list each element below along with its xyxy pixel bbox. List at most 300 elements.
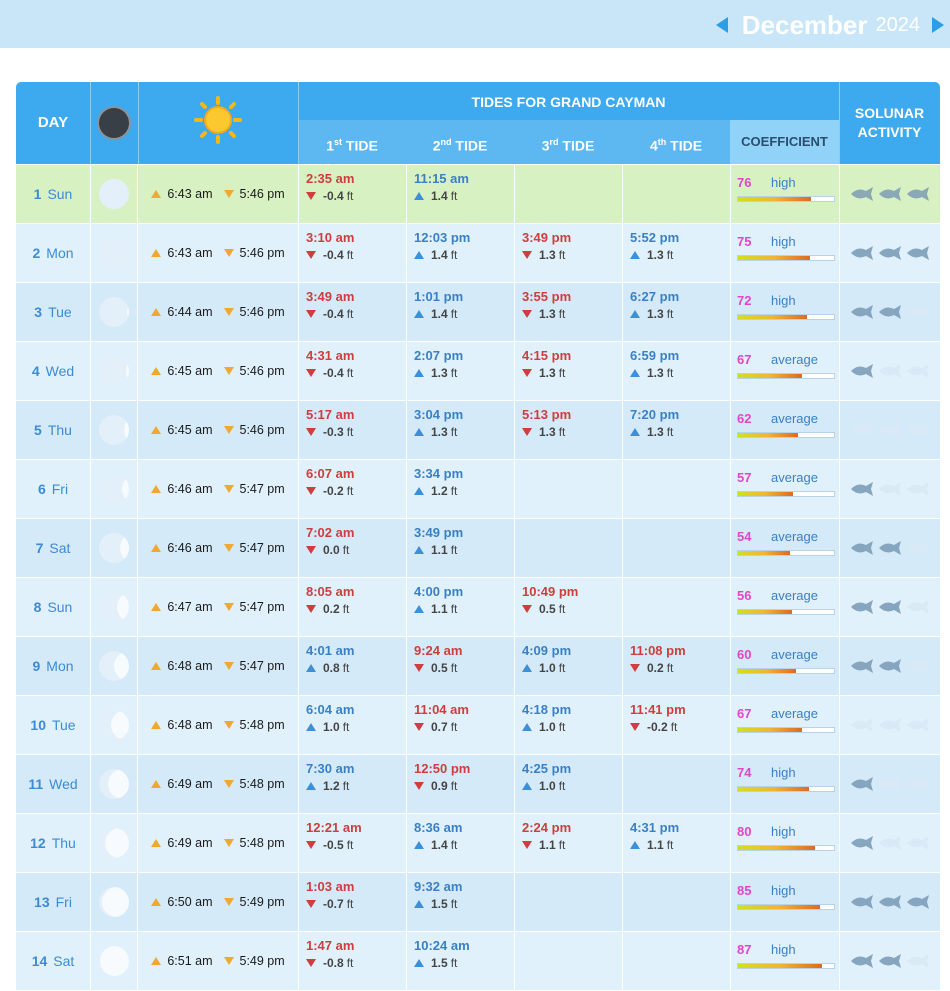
sunrise-time: 6:49 am xyxy=(167,777,213,791)
fish-icon xyxy=(905,776,931,792)
fish-icon xyxy=(905,422,931,438)
tide-time: 5:52 pm xyxy=(630,230,680,245)
falling-tide-icon xyxy=(306,841,316,849)
header-divider xyxy=(839,82,840,164)
tide-height-unit: ft xyxy=(346,248,354,262)
coefficient-value: 72 xyxy=(737,293,752,308)
coefficient-label: high xyxy=(771,293,796,308)
tide-1-cell xyxy=(298,932,406,990)
fish-icon xyxy=(877,717,903,733)
tide-time: 6:27 pm xyxy=(630,289,680,304)
fish-icon xyxy=(905,953,931,969)
day-cell xyxy=(16,873,90,931)
tide-height-unit: ft xyxy=(346,307,354,321)
rising-tide-icon xyxy=(630,428,640,436)
falling-tide-icon xyxy=(306,605,316,613)
fish-icon xyxy=(849,717,875,733)
tide-height-unit: ft xyxy=(666,425,674,439)
tide-4-header: 4th TIDE xyxy=(622,120,730,164)
tide-height xyxy=(522,424,622,440)
solunar-activity-cell xyxy=(839,283,940,341)
day-number: 1 xyxy=(33,186,42,202)
day-cell xyxy=(16,519,90,577)
tide-height-value: 1.4 xyxy=(431,838,448,852)
day-column-header: DAY xyxy=(37,114,69,131)
tide-height xyxy=(522,247,622,263)
tide-2-cell xyxy=(406,873,514,931)
fish-icon xyxy=(849,835,875,851)
coefficient-bar-fill xyxy=(738,728,802,732)
fish-icon xyxy=(877,953,903,969)
fish-icon xyxy=(877,363,903,379)
day-number: 13 xyxy=(34,894,50,910)
tide-time: 10:49 pm xyxy=(522,584,579,599)
solunar-activity-cell xyxy=(839,342,940,400)
tide-height xyxy=(522,660,622,676)
coefficient-value: 54 xyxy=(737,529,752,544)
tide-4-cell xyxy=(622,637,730,695)
tide-height-value: -0.8 xyxy=(323,956,344,970)
tide-time: 4:31 am xyxy=(306,348,355,363)
coefficient-value: 62 xyxy=(737,411,752,426)
sunrise-time: 6:49 am xyxy=(167,836,213,850)
tide-time: 12:03 pm xyxy=(414,230,471,245)
tide-height xyxy=(414,601,514,617)
tide-table xyxy=(16,82,940,990)
fish-icon xyxy=(905,658,931,674)
tide-height xyxy=(630,719,730,735)
tide-height xyxy=(522,778,622,794)
rising-tide-icon xyxy=(630,369,640,377)
tide-height xyxy=(522,306,622,322)
tide-height-unit: ft xyxy=(558,661,566,675)
fish-icon xyxy=(905,363,931,379)
falling-tide-icon xyxy=(306,487,316,495)
tide-time: 7:02 am xyxy=(306,525,355,540)
tide-3-cell xyxy=(514,637,622,695)
tide-1-cell xyxy=(298,637,406,695)
tide-height-unit: ft xyxy=(342,720,350,734)
day-cell xyxy=(16,224,90,282)
coefficient-label: high xyxy=(771,175,796,190)
tide-height-unit: ft xyxy=(666,366,674,380)
table-row xyxy=(16,813,940,872)
coefficient-cell xyxy=(730,578,839,636)
tide-height-value: 0.5 xyxy=(431,661,448,675)
sun-column-header xyxy=(138,82,298,164)
rising-tide-icon xyxy=(414,959,424,967)
sun-times-cell xyxy=(138,932,298,990)
rising-tide-icon xyxy=(306,723,316,731)
tide-time: 9:32 am xyxy=(414,879,463,894)
coefficient-bar-fill xyxy=(738,433,798,437)
moon-phase-icon xyxy=(99,297,129,327)
tide-height-value: 1.3 xyxy=(431,425,448,439)
tide-1-cell xyxy=(298,283,406,341)
sunrise-time: 6:45 am xyxy=(167,423,213,437)
tide-height xyxy=(306,542,406,558)
tide-3-cell xyxy=(514,165,622,223)
solunar-activity-cell xyxy=(839,637,940,695)
tide-3-header: 3rd TIDE xyxy=(514,120,622,164)
coefficient-value: 87 xyxy=(737,942,752,957)
sunrise-time: 6:46 am xyxy=(167,541,213,555)
day-cell xyxy=(16,342,90,400)
table-row xyxy=(16,518,940,577)
tide-height xyxy=(630,424,730,440)
sun-times-cell xyxy=(138,224,298,282)
sunset-time: 5:46 pm xyxy=(239,305,285,319)
fish-icon xyxy=(905,540,931,556)
sunrise-time: 6:47 am xyxy=(167,600,213,614)
tide-height-value: 0.8 xyxy=(323,661,340,675)
rising-tide-icon xyxy=(414,841,424,849)
sun-times-cell xyxy=(138,637,298,695)
coefficient-bar-fill xyxy=(738,551,790,555)
solunar-activity-cell xyxy=(839,755,940,813)
sunset-time: 5:49 pm xyxy=(239,895,285,909)
sunrise-time: 6:48 am xyxy=(167,659,213,673)
tide-height-unit: ft xyxy=(450,543,458,557)
coefficient-value: 56 xyxy=(737,588,752,603)
tide-height-value: 1.1 xyxy=(647,838,664,852)
tide-time: 3:04 pm xyxy=(414,407,464,422)
tide-4-cell xyxy=(622,342,730,400)
tide-3-cell xyxy=(514,932,622,990)
falling-tide-icon xyxy=(522,310,532,318)
moon-cell xyxy=(90,224,138,282)
day-number: 14 xyxy=(31,953,48,969)
sunset-arrow-icon xyxy=(224,603,234,611)
fish-icon xyxy=(905,186,931,202)
chevron-left-icon[interactable] xyxy=(716,17,728,33)
table-row xyxy=(16,164,940,223)
moon-cell xyxy=(90,873,138,931)
table-row xyxy=(16,872,940,931)
tide-time: 4:15 pm xyxy=(522,348,572,363)
tide-height xyxy=(630,365,730,381)
coefficient-label: high xyxy=(771,234,796,249)
tide-1-cell xyxy=(298,873,406,931)
coefficient-header: COEFFICIENT xyxy=(730,120,839,164)
table-row xyxy=(16,754,940,813)
sun-times-cell xyxy=(138,401,298,459)
falling-tide-icon xyxy=(306,428,316,436)
tide-time: 9:24 am xyxy=(414,643,463,658)
coefficient-value: 75 xyxy=(737,234,752,249)
rising-tide-icon xyxy=(414,900,424,908)
tide-height-unit: ft xyxy=(450,956,458,970)
tide-height xyxy=(306,601,406,617)
sunset-arrow-icon xyxy=(224,721,234,729)
tide-height-unit: ft xyxy=(450,602,458,616)
tide-height-value: 1.3 xyxy=(431,366,448,380)
moon-cell xyxy=(90,755,138,813)
sunset-arrow-icon xyxy=(224,485,234,493)
tide-height-value: 1.5 xyxy=(431,897,448,911)
tide-height xyxy=(414,896,514,912)
tide-height xyxy=(414,778,514,794)
coefficient-value: 74 xyxy=(737,765,752,780)
sunrise-arrow-icon xyxy=(151,485,161,493)
tide-height-value: 1.3 xyxy=(539,425,556,439)
fish-icon xyxy=(877,658,903,674)
coefficient-value: 80 xyxy=(737,824,752,839)
tide-2-cell xyxy=(406,932,514,990)
tide-height-value: -0.7 xyxy=(323,897,344,911)
sunrise-arrow-icon xyxy=(151,898,161,906)
tide-height-unit: ft xyxy=(558,602,566,616)
tide-height-value: 1.4 xyxy=(431,307,448,321)
solunar-header xyxy=(839,82,940,164)
table-row xyxy=(16,931,940,990)
tide-height xyxy=(414,955,514,971)
table-row xyxy=(16,223,940,282)
tide-height-value: 1.1 xyxy=(539,838,556,852)
tide-height xyxy=(306,365,406,381)
sunset-time: 5:46 pm xyxy=(239,246,285,260)
falling-tide-icon xyxy=(306,900,316,908)
sunset-time: 5:47 pm xyxy=(239,541,285,555)
tide-height-unit: ft xyxy=(558,248,566,262)
coefficient-cell xyxy=(730,224,839,282)
coefficient-label: average xyxy=(771,352,818,367)
tide-time: 11:41 pm xyxy=(630,702,686,717)
tide-height-value: 1.1 xyxy=(431,543,448,557)
tide-height-value: 1.3 xyxy=(647,366,664,380)
day-number: 11 xyxy=(28,776,44,792)
coefficient-bar-fill xyxy=(738,787,809,791)
rising-tide-icon xyxy=(306,782,316,790)
tide-4-cell xyxy=(622,519,730,577)
sunrise-time: 6:46 am xyxy=(167,482,213,496)
coefficient-bar xyxy=(737,845,835,851)
fish-icon xyxy=(877,599,903,615)
tide-height-unit: ft xyxy=(346,897,354,911)
moon-cell xyxy=(90,165,138,223)
tide-height-value: 1.4 xyxy=(431,189,448,203)
tide-height-unit: ft xyxy=(558,425,566,439)
sunset-arrow-icon xyxy=(224,367,234,375)
coefficient-bar xyxy=(737,196,835,202)
tide-height-unit: ft xyxy=(450,484,458,498)
day-cell xyxy=(16,814,90,872)
tide-height-value: 1.0 xyxy=(539,779,556,793)
tide-4-cell xyxy=(622,932,730,990)
coefficient-cell xyxy=(730,342,839,400)
sunrise-time: 6:50 am xyxy=(167,895,213,909)
sunrise-time: 6:44 am xyxy=(167,305,213,319)
moon-cell xyxy=(90,696,138,754)
sunrise-arrow-icon xyxy=(151,426,161,434)
fish-icon xyxy=(877,481,903,497)
tide-height-value: 0.2 xyxy=(647,661,664,675)
tide-height-value: 1.0 xyxy=(323,720,340,734)
tide-height-unit: ft xyxy=(346,956,354,970)
tide-height-value: 0.5 xyxy=(539,602,556,616)
fish-icon xyxy=(849,186,875,202)
falling-tide-icon xyxy=(306,369,316,377)
sunrise-arrow-icon xyxy=(151,662,161,670)
tide-height-unit: ft xyxy=(450,366,458,380)
fish-icon xyxy=(877,245,903,261)
chevron-right-icon[interactable] xyxy=(932,17,944,33)
tide-4-cell xyxy=(622,755,730,813)
coefficient-value: 60 xyxy=(737,647,752,662)
sunset-time: 5:46 pm xyxy=(239,364,285,378)
tide-time: 3:49 pm xyxy=(522,230,572,245)
tide-4-cell xyxy=(622,460,730,518)
tide-time: 3:34 pm xyxy=(414,466,464,481)
moon-phase-icon xyxy=(99,887,129,917)
tide-height-value: -0.5 xyxy=(323,838,344,852)
day-cell xyxy=(16,460,90,518)
sun-times-cell xyxy=(138,696,298,754)
tide-height-unit: ft xyxy=(666,248,674,262)
tide-4-cell xyxy=(622,873,730,931)
sunset-arrow-icon xyxy=(224,662,234,670)
tide-height-unit: ft xyxy=(450,189,458,203)
tide-height-unit: ft xyxy=(450,425,458,439)
tide-height-unit: ft xyxy=(346,484,354,498)
tide-height xyxy=(630,837,730,853)
coefficient-bar-fill xyxy=(738,846,815,850)
tide-height-unit: ft xyxy=(346,366,354,380)
fish-icon xyxy=(877,894,903,910)
coefficient-cell xyxy=(730,637,839,695)
moon-phase-icon xyxy=(99,415,129,445)
tide-height-unit: ft xyxy=(342,602,350,616)
sunrise-arrow-icon xyxy=(151,839,161,847)
coefficient-bar-fill xyxy=(738,197,811,201)
coefficient-label: high xyxy=(771,824,796,839)
tide-height xyxy=(306,837,406,853)
sunset-arrow-icon xyxy=(224,308,234,316)
tide-height-value: 1.3 xyxy=(647,248,664,262)
sun-times-cell xyxy=(138,873,298,931)
coefficient-cell xyxy=(730,814,839,872)
tide-height-unit: ft xyxy=(450,720,458,734)
coefficient-value: 67 xyxy=(737,352,752,367)
rising-tide-icon xyxy=(414,546,424,554)
sun-times-cell xyxy=(138,578,298,636)
solunar-activity-cell xyxy=(839,224,940,282)
tide-3-cell xyxy=(514,755,622,813)
tide-time: 12:50 pm xyxy=(414,761,471,776)
sunset-arrow-icon xyxy=(224,957,234,965)
day-cell xyxy=(16,755,90,813)
tide-height-unit: ft xyxy=(558,366,566,380)
fish-icon xyxy=(905,304,931,320)
weekday-label: Wed xyxy=(49,776,78,792)
sunset-arrow-icon xyxy=(224,249,234,257)
sun-times-cell xyxy=(138,755,298,813)
tide-height xyxy=(414,424,514,440)
sun-times-cell xyxy=(138,283,298,341)
month-navigation-bar xyxy=(0,0,950,48)
coefficient-bar xyxy=(737,727,835,733)
moon-phase-icon xyxy=(99,710,129,740)
coefficient-bar xyxy=(737,963,835,969)
tide-1-cell xyxy=(298,401,406,459)
coefficient-bar-fill xyxy=(738,964,822,968)
coefficient-bar xyxy=(737,786,835,792)
tide-1-header: 1st TIDE xyxy=(298,120,406,164)
tide-height xyxy=(306,247,406,263)
solunar-activity-cell xyxy=(839,519,940,577)
tide-height-unit: ft xyxy=(666,661,674,675)
sunrise-time: 6:48 am xyxy=(167,718,213,732)
moon-phase-icon xyxy=(99,533,129,563)
weekday-label: Mon xyxy=(46,245,74,261)
tide-time: 4:25 pm xyxy=(522,761,572,776)
weekday-label: Sat xyxy=(53,953,75,969)
tide-time: 6:07 am xyxy=(306,466,355,481)
sunset-arrow-icon xyxy=(224,190,234,198)
tide-time: 4:31 pm xyxy=(630,820,680,835)
tide-height-unit: ft xyxy=(450,897,458,911)
rising-tide-icon xyxy=(414,428,424,436)
tide-height xyxy=(306,424,406,440)
day-cell xyxy=(16,696,90,754)
sun-times-cell xyxy=(138,460,298,518)
tide-height xyxy=(414,719,514,735)
tide-time: 3:49 am xyxy=(306,289,355,304)
tide-height-value: -0.2 xyxy=(323,484,344,498)
rising-tide-icon xyxy=(306,664,316,672)
tide-height-unit: ft xyxy=(558,838,566,852)
tide-height-unit: ft xyxy=(558,307,566,321)
tide-height xyxy=(306,719,406,735)
tide-height-value: 1.3 xyxy=(539,366,556,380)
sunset-time: 5:48 pm xyxy=(239,836,285,850)
falling-tide-icon xyxy=(522,605,532,613)
sunset-time: 5:47 pm xyxy=(239,600,285,614)
falling-tide-icon xyxy=(522,841,532,849)
rising-tide-icon xyxy=(522,723,532,731)
tide-1-cell xyxy=(298,460,406,518)
tide-3-cell xyxy=(514,342,622,400)
rising-tide-icon xyxy=(414,605,424,613)
tide-height xyxy=(306,955,406,971)
coefficient-bar-fill xyxy=(738,905,820,909)
tides-title: TIDES FOR GRAND CAYMAN xyxy=(471,94,666,110)
tide-4-cell xyxy=(622,696,730,754)
tide-3-cell xyxy=(514,283,622,341)
tide-height-unit: ft xyxy=(666,307,674,321)
coefficient-cell xyxy=(730,755,839,813)
table-row xyxy=(16,636,940,695)
fish-icon xyxy=(877,186,903,202)
falling-tide-icon xyxy=(306,251,316,259)
fish-icon xyxy=(849,658,875,674)
tide-height-value: 0.2 xyxy=(323,602,340,616)
tide-2-cell xyxy=(406,165,514,223)
falling-tide-icon xyxy=(306,546,316,554)
fish-icon xyxy=(849,363,875,379)
fish-icon xyxy=(905,717,931,733)
tide-time: 10:24 am xyxy=(414,938,470,953)
weekday-label: Sun xyxy=(47,599,73,615)
tide-time: 6:04 am xyxy=(306,702,355,717)
sunset-time: 5:46 pm xyxy=(239,187,285,201)
tide-height xyxy=(306,896,406,912)
coefficient-label: average xyxy=(771,411,818,426)
rising-tide-icon xyxy=(414,251,424,259)
moon-phase-icon xyxy=(99,238,129,268)
sunrise-arrow-icon xyxy=(151,544,161,552)
day-cell xyxy=(16,932,90,990)
